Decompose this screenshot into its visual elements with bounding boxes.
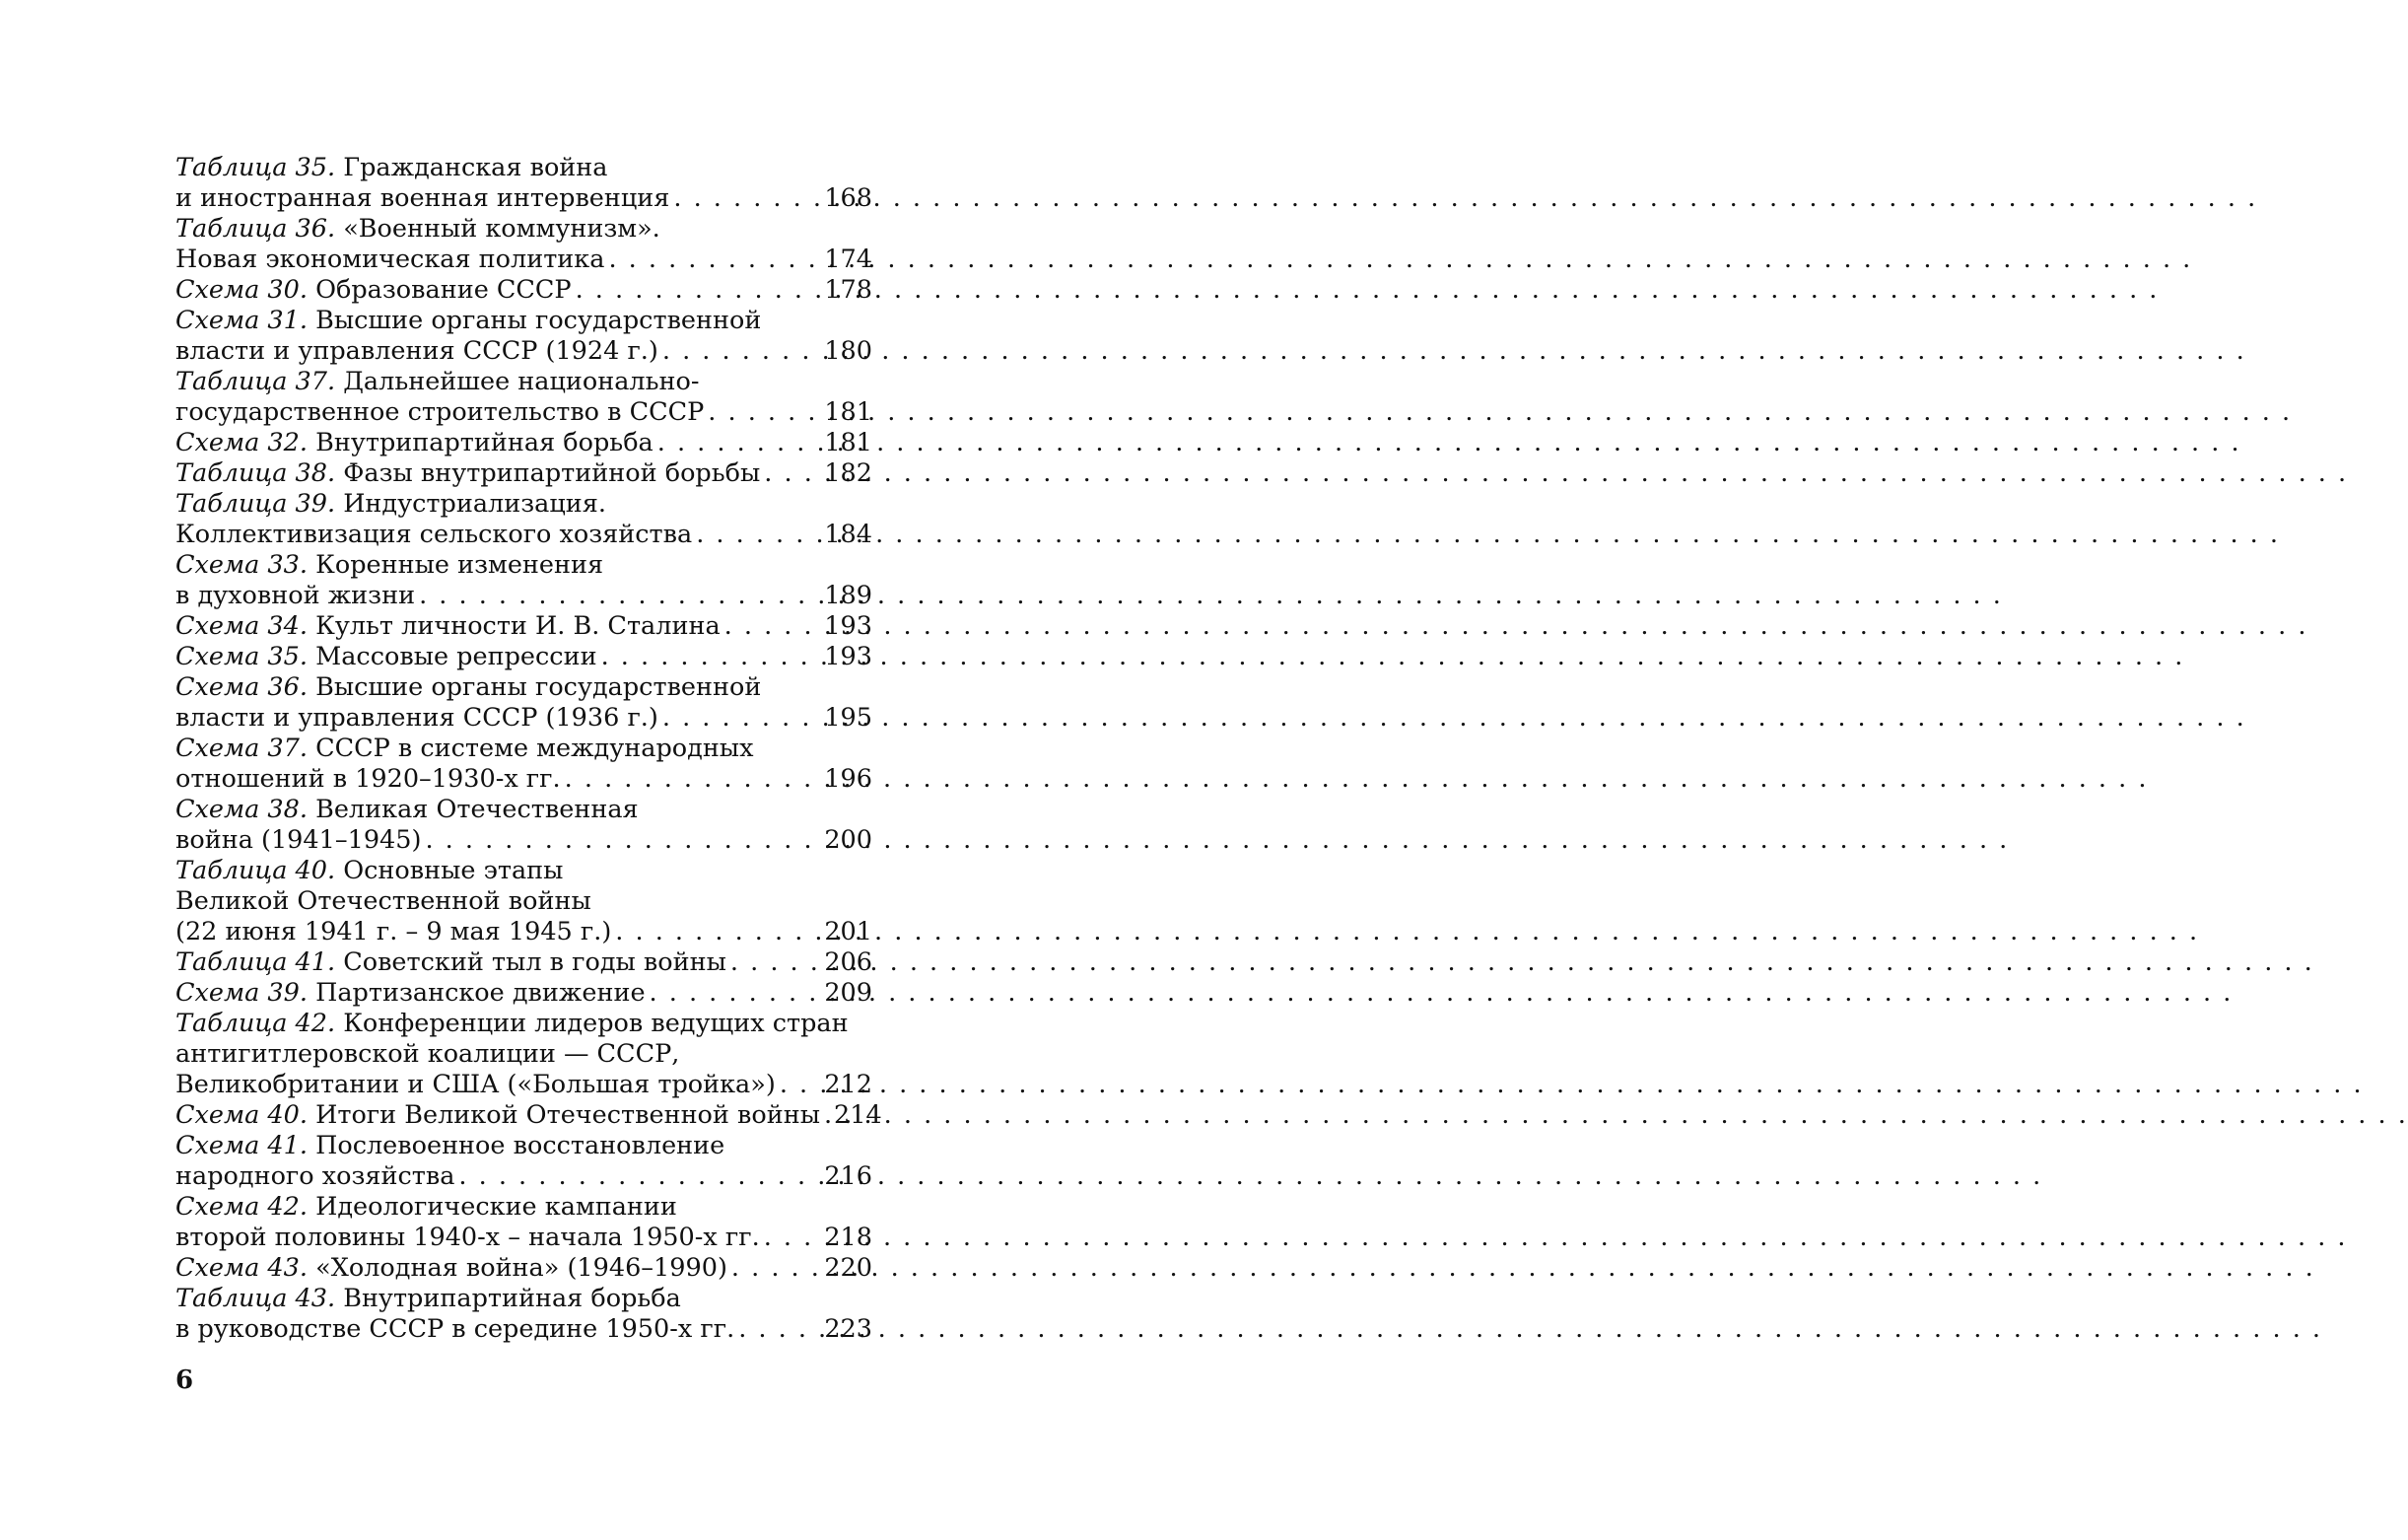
dot-leader <box>658 703 824 734</box>
toc-entry-title: антигитлеровской коалиции — СССР, <box>175 1039 680 1069</box>
toc-entry-line <box>175 428 872 458</box>
toc-entry-page: 212 <box>824 1070 872 1099</box>
toc-entry-line <box>175 397 872 428</box>
toc-entry-text <box>175 428 654 458</box>
toc-entry-title: Высшие органы государственной <box>308 306 762 335</box>
toc-entry-label: Схема 37. <box>175 734 308 763</box>
toc-entry-page: 196 <box>824 764 872 794</box>
toc-entry-text <box>175 1314 734 1345</box>
toc-entry-page: 214 <box>834 1100 882 1130</box>
toc-entry-line <box>175 214 872 245</box>
toc-entry-line <box>175 1223 872 1253</box>
toc-entry-title: Культ личности И. В. Сталина <box>308 611 721 641</box>
toc-entry-text <box>175 1253 727 1284</box>
toc-entry <box>175 367 872 428</box>
toc-entry-label: Таблица 38. <box>175 458 336 488</box>
dot-leader <box>454 1161 824 1192</box>
toc-entry-text <box>175 917 611 947</box>
toc-entry-title: Великобритании и США («Большая тройка») <box>175 1070 776 1099</box>
toc-entry-label: Схема 42. <box>175 1192 308 1222</box>
dot-leader <box>415 581 824 611</box>
toc-entry-line <box>175 825 872 856</box>
dot-leader <box>611 917 824 947</box>
toc-entry <box>175 458 872 489</box>
toc-entry-title: Коллективизация сельского хозяйства <box>175 520 693 549</box>
toc-entry-line <box>175 734 872 764</box>
toc-entry-line <box>175 917 872 947</box>
page-number-folio: 6 <box>175 1365 194 1395</box>
dot-leader <box>760 1223 825 1253</box>
toc-entry <box>175 947 872 978</box>
dot-leader <box>760 458 824 489</box>
toc-entry-text <box>175 947 726 978</box>
toc-entry-title: Гражданская война <box>335 153 608 182</box>
toc-entry-label: Таблица 43. <box>175 1284 336 1313</box>
toc-entry-label: Схема 40. <box>175 1100 308 1130</box>
toc-entry <box>175 306 872 367</box>
dot-leader <box>646 978 825 1009</box>
toc-entry <box>175 275 872 306</box>
toc-entry-line <box>175 336 872 367</box>
toc-entry <box>175 214 872 275</box>
toc-entry-page: 189 <box>824 581 872 610</box>
toc-entry-line <box>175 1284 872 1314</box>
toc-entry <box>175 1192 872 1253</box>
toc-entry-line <box>175 1131 872 1161</box>
dot-leader <box>658 336 824 367</box>
toc-entry-title: второй половины 1940-х – начала 1950-х гг. <box>175 1223 760 1252</box>
dot-leader <box>654 428 825 458</box>
toc-entry-title: Фазы внутрипартийной борьбы <box>335 458 761 488</box>
toc-entry-page: 206 <box>824 947 872 977</box>
toc-entry <box>175 153 872 214</box>
toc-entry-title: Великая Отечественная <box>308 795 639 824</box>
toc-entry-title: и иностранная военная интервенция <box>175 183 670 213</box>
toc-entry <box>175 672 872 734</box>
dot-leader <box>604 245 824 275</box>
toc-entry-page: 184 <box>824 520 872 549</box>
toc-entry-line <box>175 672 872 703</box>
toc-entry-label: Таблица 41. <box>175 947 336 977</box>
toc-entry-title: (22 июня 1941 г. – 9 мая 1945 г.) <box>175 917 612 946</box>
toc-entry-title: «Военный коммунизм». <box>335 214 660 244</box>
toc-entry-line <box>175 611 872 642</box>
toc-entry-label: Схема 39. <box>175 978 308 1008</box>
toc-entry-page: 223 <box>824 1314 872 1344</box>
toc-entry-page: 178 <box>824 275 872 305</box>
toc-entry-text <box>175 978 646 1009</box>
toc-entry-line <box>175 306 872 336</box>
dot-leader <box>692 520 824 550</box>
toc-entry <box>175 1253 872 1284</box>
toc-entry-line <box>175 520 872 550</box>
toc-entry-line <box>175 1009 872 1039</box>
toc-entry-title: Новая экономическая политика <box>175 245 605 274</box>
toc-entry-page: 216 <box>824 1161 872 1191</box>
toc-entry-title: Коренные изменения <box>308 550 604 580</box>
toc-entry <box>175 550 872 611</box>
toc-entry-line <box>175 795 872 825</box>
toc-entry-text <box>175 245 604 275</box>
toc-entry-line <box>175 550 872 581</box>
toc-entry-title: СССР в системе международных <box>308 734 754 763</box>
dot-leader <box>572 275 825 306</box>
toc-entry-page: 168 <box>824 183 872 213</box>
toc-entry-page: 181 <box>824 397 872 427</box>
toc-entry-text <box>175 1070 776 1100</box>
toc-entry-title: «Холодная война» (1946–1990) <box>308 1253 727 1283</box>
toc-entry-line <box>175 367 872 397</box>
toc-entry-text <box>175 520 692 550</box>
toc-entry-page: 193 <box>824 611 872 641</box>
toc-entry-line <box>175 1100 882 1131</box>
toc-entry <box>175 1284 872 1345</box>
toc-entry-label: Таблица 35. <box>175 153 336 182</box>
toc-entry-label: Схема 33. <box>175 550 308 580</box>
toc-entry-line <box>175 703 872 734</box>
toc-entry-line <box>175 947 872 978</box>
toc-entry-page: 209 <box>824 978 872 1008</box>
toc-entry <box>175 978 872 1009</box>
toc-entry-text <box>175 336 658 367</box>
toc-entry-text <box>175 642 597 672</box>
toc-entry-line <box>175 581 872 611</box>
dot-leader <box>820 1100 834 1131</box>
toc-entry-label: Таблица 36. <box>175 214 336 244</box>
toc-entry-text <box>175 1223 760 1253</box>
toc-entry-label: Схема 38. <box>175 795 308 824</box>
toc-entry-text <box>175 825 421 856</box>
toc-entry-line <box>175 856 872 886</box>
toc-entry <box>175 856 872 947</box>
toc-entry-text <box>175 581 415 611</box>
toc-entry-title: Образование СССР <box>308 275 572 305</box>
toc-entry-line <box>175 183 872 214</box>
dot-leader <box>726 947 824 978</box>
toc-entry-title: Индустриализация. <box>335 489 606 519</box>
toc-entry-title: в духовной жизни <box>175 581 416 610</box>
toc-entry-line <box>175 978 872 1009</box>
toc-entry-text <box>175 458 760 489</box>
toc-entry-label: Схема 31. <box>175 306 308 335</box>
toc-entry-title: Идеологические кампании <box>308 1192 677 1222</box>
toc-entry-title: Итоги Великой Отечественной войны <box>308 1100 821 1130</box>
toc-entry-line <box>175 245 872 275</box>
toc-entry-line <box>175 458 872 489</box>
dot-leader <box>421 825 824 856</box>
toc-entry-title: в руководстве СССР в середине 1950-х гг. <box>175 1314 735 1344</box>
toc-entry-page: 174 <box>824 245 872 274</box>
toc-entry-text <box>175 764 561 795</box>
toc-entry <box>175 1131 872 1192</box>
dot-leader <box>721 611 825 642</box>
toc-entry-label: Таблица 40. <box>175 856 336 885</box>
toc-entry-text <box>175 397 704 428</box>
toc-entry-line <box>175 1161 872 1192</box>
toc-entry <box>175 734 872 795</box>
toc-entry-label: Схема 35. <box>175 642 308 671</box>
toc-entry-label: Схема 34. <box>175 611 308 641</box>
dot-leader <box>727 1253 824 1284</box>
toc-entry-label: Схема 41. <box>175 1131 308 1160</box>
toc-entry-line <box>175 275 872 306</box>
toc-entry-line <box>175 1070 872 1100</box>
toc-entry-title: власти и управления СССР (1936 г.) <box>175 703 658 733</box>
toc-entry-text <box>175 1100 820 1131</box>
toc-entry-line <box>175 642 872 672</box>
toc-entry <box>175 611 872 642</box>
toc-entry-label: Схема 36. <box>175 672 308 702</box>
toc-entry-title: народного хозяйства <box>175 1161 455 1191</box>
toc-entry-title: Дальнейшее национально- <box>335 367 700 396</box>
toc-entry-text <box>175 183 669 214</box>
toc-entry-title: война (1941–1945) <box>175 825 422 855</box>
toc-entry-title: Внутрипартийная борьба <box>335 1284 681 1313</box>
dot-leader <box>776 1070 825 1100</box>
toc-entry-text <box>175 1161 454 1192</box>
table-of-contents <box>175 153 882 1345</box>
toc-entry-title: Высшие органы государственной <box>308 672 762 702</box>
dot-leader <box>669 183 824 214</box>
toc-entry-title: государственное строительство в СССР <box>175 397 705 427</box>
toc-entry-title: власти и управления СССР (1924 г.) <box>175 336 658 366</box>
toc-entry-page: 218 <box>824 1223 872 1252</box>
toc-entry-page: 180 <box>824 336 872 366</box>
toc-entry-line <box>175 1192 872 1223</box>
toc-entry-text <box>175 275 572 306</box>
toc-entry-line <box>175 1253 872 1284</box>
dot-leader <box>734 1314 824 1345</box>
toc-entry-label: Схема 43. <box>175 1253 308 1283</box>
toc-entry-line <box>175 1314 872 1345</box>
toc-entry-label: Таблица 37. <box>175 367 336 396</box>
toc-entry-page: 182 <box>824 458 872 488</box>
toc-entry <box>175 1009 872 1100</box>
toc-entry-title: отношений в 1920–1930-х гг. <box>175 764 561 794</box>
toc-entry <box>175 642 872 672</box>
toc-entry-page: 220 <box>824 1253 872 1283</box>
toc-entry-text <box>175 611 721 642</box>
toc-entry-page: 200 <box>824 825 872 855</box>
toc-entry-title: Великой Отечественной войны <box>175 886 591 916</box>
toc-entry-line <box>175 764 872 795</box>
toc-entry-title: Основные этапы <box>335 856 564 885</box>
toc-entry-title: Партизанское движение <box>308 978 646 1008</box>
toc-entry-page: 201 <box>824 917 872 946</box>
toc-entry-page: 193 <box>824 642 872 671</box>
toc-entry <box>175 795 872 856</box>
toc-entry-title: Советский тыл в годы войны <box>335 947 726 977</box>
dot-leader <box>561 764 825 795</box>
toc-entry-label: Таблица 39. <box>175 489 336 519</box>
toc-entry-line <box>175 886 872 917</box>
toc-entry <box>175 1100 882 1131</box>
toc-entry-line <box>175 489 872 520</box>
toc-entry <box>175 428 872 458</box>
toc-entry-page: 195 <box>824 703 872 733</box>
toc-entry-page: 181 <box>824 428 872 457</box>
toc-entry-title: Внутрипартийная борьба <box>308 428 654 457</box>
toc-entry-title: Массовые репрессии <box>308 642 597 671</box>
toc-entry-title: Послевоенное восстановление <box>308 1131 725 1160</box>
dot-leader <box>704 397 824 428</box>
toc-entry-title: Конференции лидеров ведущих стран <box>335 1009 849 1038</box>
toc-entry-label: Схема 32. <box>175 428 308 457</box>
dot-leader <box>597 642 825 672</box>
toc-entry-text <box>175 703 658 734</box>
toc-entry-line <box>175 1039 872 1070</box>
toc-entry-line <box>175 153 872 183</box>
toc-entry-label: Схема 30. <box>175 275 308 305</box>
toc-entry <box>175 489 872 550</box>
toc-entry-label: Таблица 42. <box>175 1009 336 1038</box>
